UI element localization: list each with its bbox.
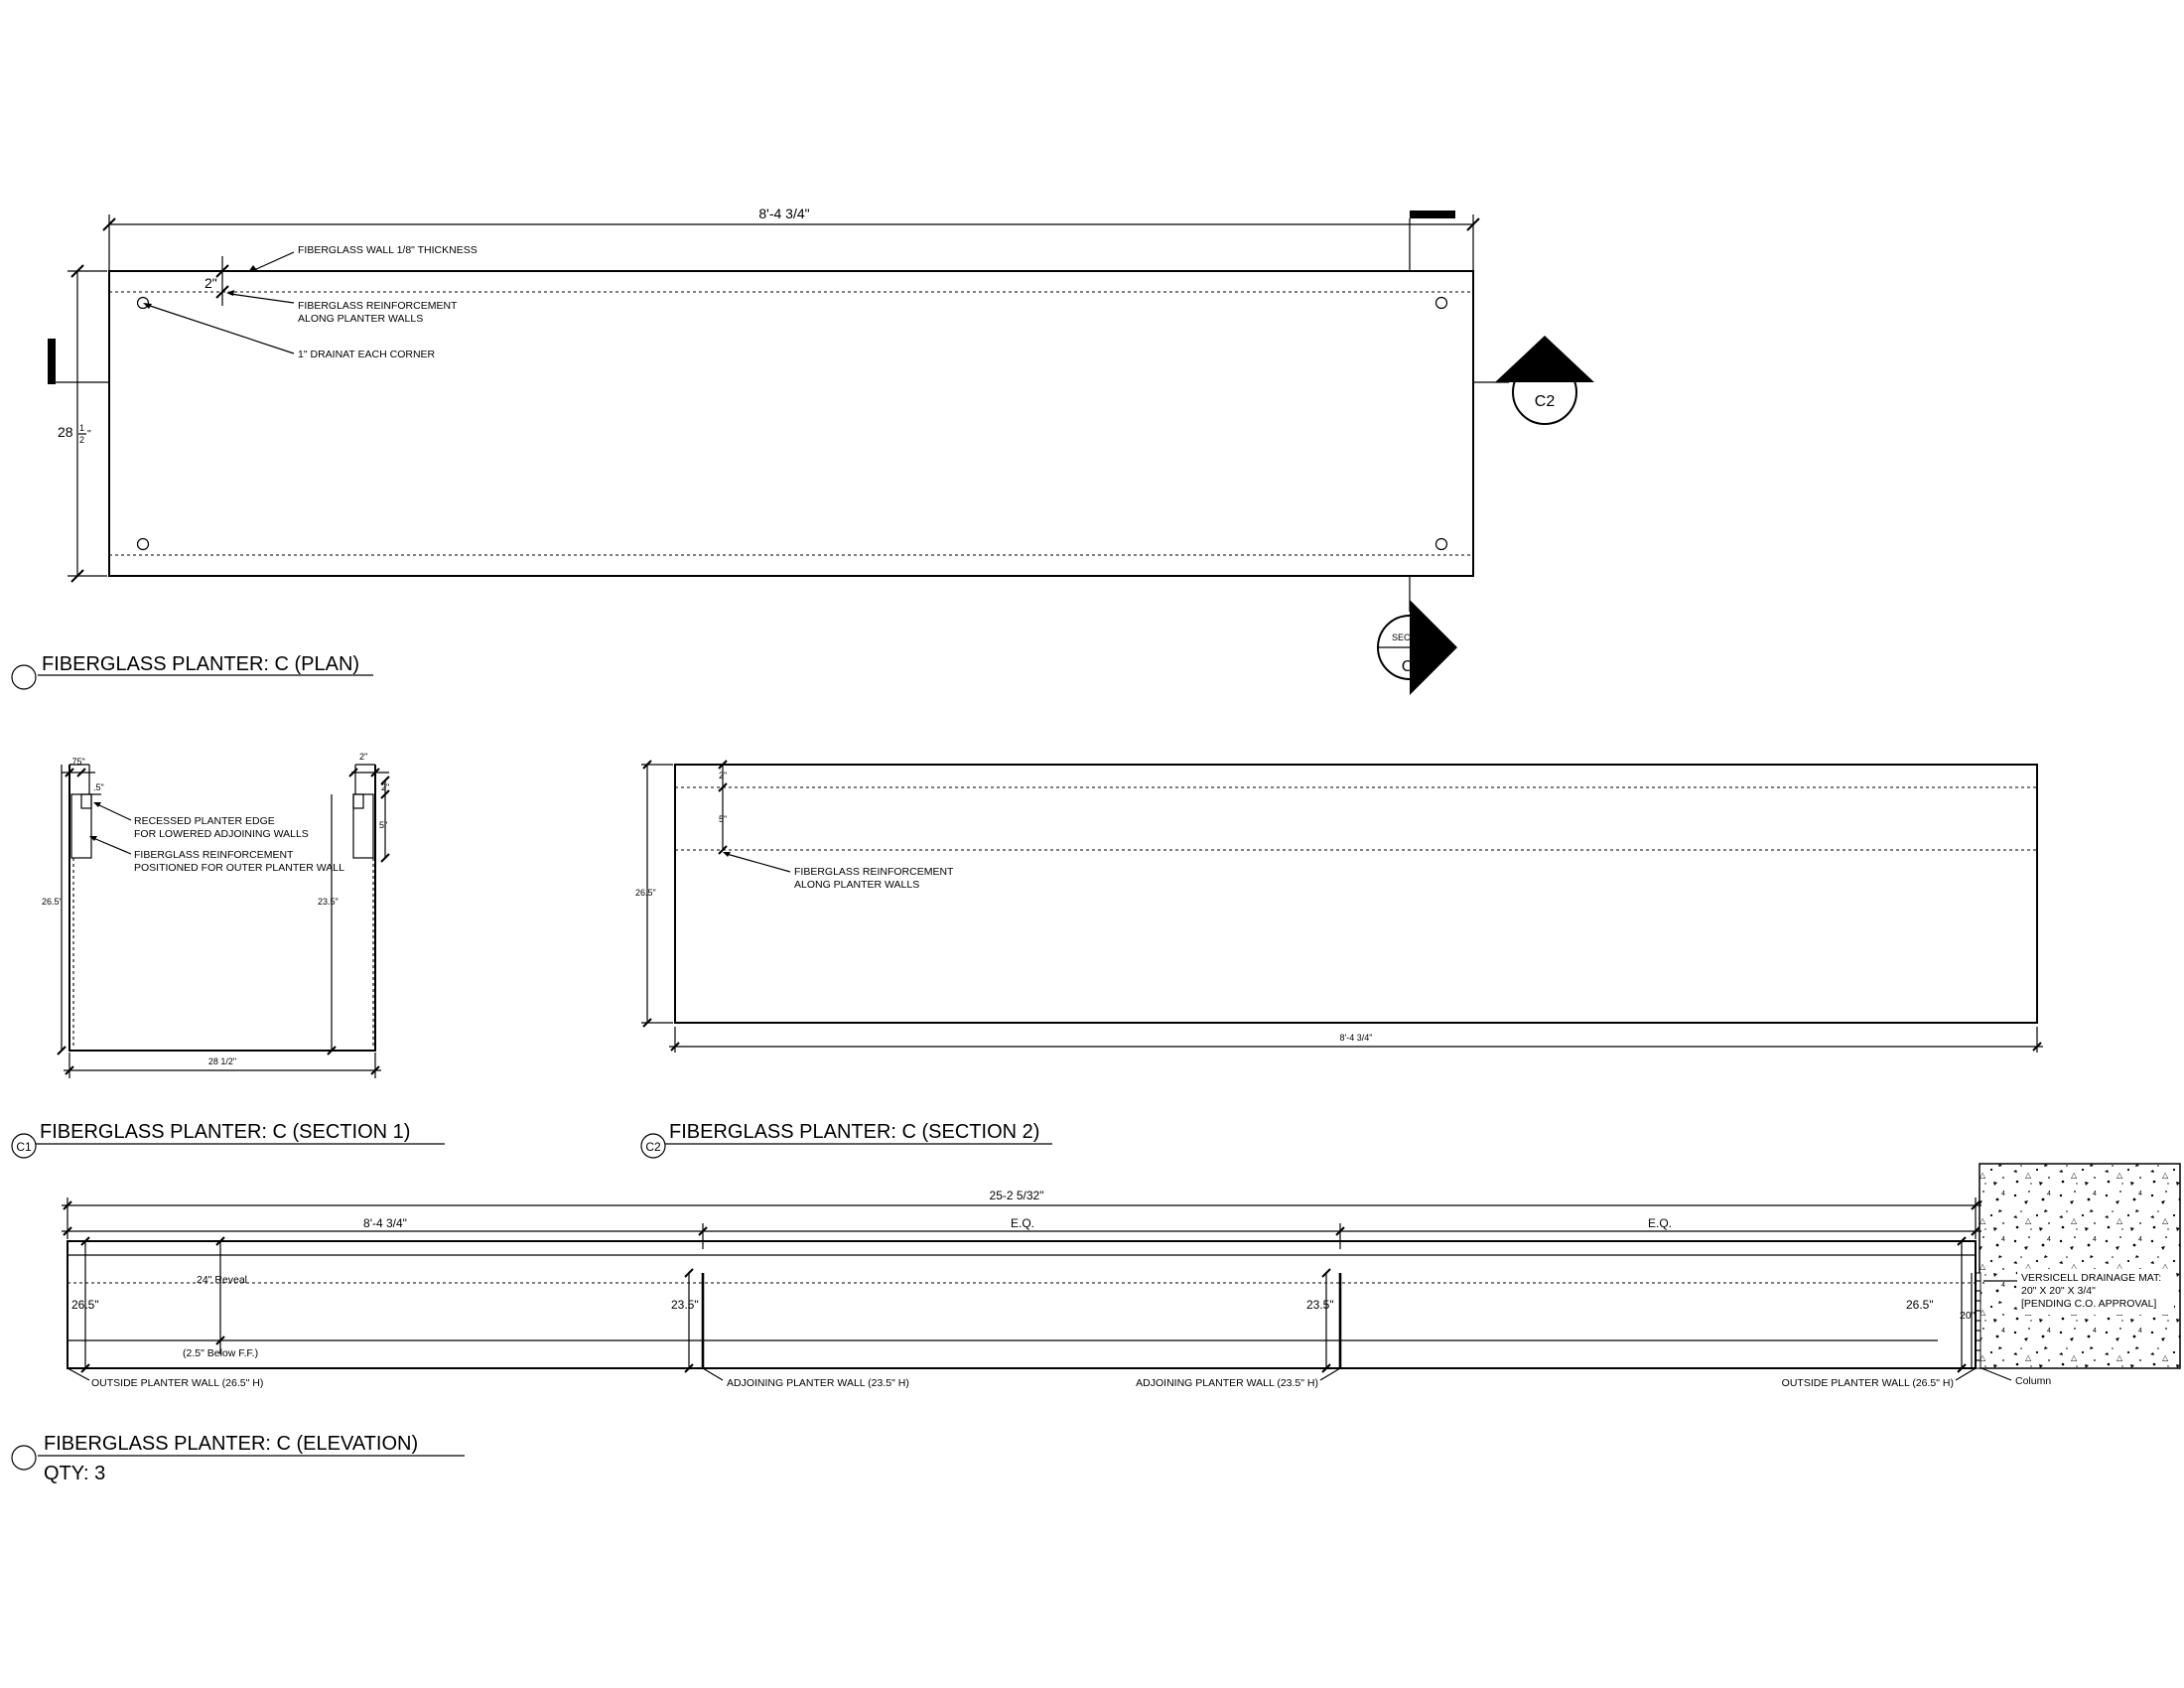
section1-dim-bottom: 28 1/2": [207, 1056, 237, 1066]
plan-view: [12, 206, 1594, 695]
section1-profile: [69, 765, 375, 1051]
section2-note-reinf-1: FIBERGLASS REINFORCEMENT: [794, 866, 954, 878]
section1-title: FIBERGLASS PLANTER: C (SECTION 1): [40, 1121, 411, 1143]
elevation-title: FIBERGLASS PLANTER: C (ELEVATION): [44, 1433, 419, 1455]
section1-title-block: [12, 1121, 445, 1158]
section2-dim-height: 26.5": [635, 888, 656, 898]
elevation-dim-seg1: 8'-4 3/4": [363, 1216, 407, 1230]
elevation-dim-below: (2.5" Below F.F.): [183, 1347, 259, 1359]
label-adjoining-wall-2: ADJOINING PLANTER WALL (23.5" H): [1136, 1377, 1318, 1389]
section1-dim-small: .5": [93, 782, 104, 792]
section2-view: [635, 761, 2043, 1158]
section1-note-reinf-1: FIBERGLASS REINFORCEMENT: [134, 849, 294, 861]
svg-text:1: 1: [79, 423, 85, 433]
elevation-dim-mat: 20": [1960, 1310, 1976, 1322]
elevation-dim-reveal: 24" Reveal: [197, 1274, 248, 1286]
plan-length-label: 8'-4 3/4": [758, 206, 810, 221]
plan-width-label: 28: [58, 424, 73, 440]
section1-note-recess-1: RECESSED PLANTER EDGE: [134, 815, 275, 827]
elevation-dim-seg3: E.Q.: [1647, 1216, 1673, 1230]
drain-hole-br: [1436, 539, 1447, 550]
section1-dim-right-5: 5": [379, 820, 388, 830]
plan-title-block: [12, 653, 373, 689]
elevation-dim-h-right: 26.5": [1906, 1298, 1934, 1312]
elevation-title-block: [12, 1433, 465, 1484]
section1-dim-inner: 23.5": [318, 897, 339, 907]
note-drain: 1" DRAINAT EACH CORNER: [298, 349, 436, 360]
section1-note-recess-2: FOR LOWERED ADJOINING WALLS: [134, 828, 309, 840]
section-c2-tag: C2: [1534, 393, 1556, 410]
section-marker-c2: [1473, 336, 1594, 424]
section2-dim-2: 2": [719, 771, 728, 780]
section1-note-reinf-2: POSITIONED FOR OUTER PLANTER WALL: [134, 862, 344, 874]
cut-line-marker-top: [1410, 211, 1455, 218]
svg-text:2: 2: [79, 435, 85, 445]
section1-dim-top-left: .75": [69, 757, 85, 767]
elevation-planter-run: [68, 1241, 1976, 1368]
drain-hole-tr: [1436, 298, 1447, 309]
elevation-dim-total: 25-2 5/32": [989, 1189, 1044, 1202]
label-adjoining-wall-1: ADJOINING PLANTER WALL (23.5" H): [727, 1377, 909, 1389]
plan-notes: [143, 244, 478, 360]
elevation-dim-seg2: E.Q.: [1010, 1216, 1035, 1230]
section1-dim-top-right: 2": [359, 752, 368, 762]
plan-width-dimension: [56, 265, 107, 582]
elevation-dim-h-mid1: 23.5": [671, 1298, 699, 1312]
section2-tag: C2: [645, 1140, 661, 1154]
section2-dim-length: 8'-4 3/4": [1339, 1033, 1373, 1043]
plan-edge-dimension: [205, 256, 228, 306]
section1-dim-height: 26.5": [42, 897, 63, 907]
note-mat-line1: VERSICELL DRAINAGE MAT:: [2021, 1272, 2162, 1284]
section-marker-c1: [1378, 576, 1457, 695]
section-c2-word: SECTION: [1524, 365, 1566, 375]
column: [1979, 1164, 2180, 1368]
svg-text:": ": [87, 428, 91, 440]
section1-dim-right-2: 2": [381, 782, 390, 792]
note-wall-thickness: FIBERGLASS WALL 1/8" THICKNESS: [298, 244, 478, 256]
label-column: Column: [2015, 1375, 2052, 1387]
section2-dim-5: 5": [719, 814, 728, 824]
note-reinforcement-line2: ALONG PLANTER WALLS: [298, 313, 424, 325]
section1-tag: C1: [16, 1140, 32, 1154]
section2-note-reinf-2: ALONG PLANTER WALLS: [794, 879, 920, 891]
note-mat-line2: 20" X 20" X 3/4": [2021, 1285, 2096, 1297]
note-reinforcement-line1: FIBERGLASS REINFORCEMENT: [298, 300, 458, 312]
drain-hole-bl: [138, 539, 149, 550]
section2-outline: [675, 765, 2037, 1023]
section2-title-block: [641, 1121, 1052, 1158]
section-c1-tag: C1: [1401, 658, 1423, 675]
plan-title: FIBERGLASS PLANTER: C (PLAN): [42, 653, 360, 675]
section1-view: [12, 752, 445, 1158]
elevation-view: [12, 1164, 2180, 1484]
cut-line-marker-left: [48, 339, 56, 384]
elevation-dim-h-mid2: 23.5": [1306, 1298, 1334, 1312]
section2-title: FIBERGLASS PLANTER: C (SECTION 2): [669, 1121, 1040, 1143]
label-outside-wall-right: OUTSIDE PLANTER WALL (26.5" H): [1781, 1377, 1954, 1389]
note-mat-line3: [PENDING C.O. APPROVAL]: [2021, 1298, 2157, 1310]
label-outside-wall-left: OUTSIDE PLANTER WALL (26.5" H): [91, 1377, 264, 1389]
plan-length-dimension: [103, 206, 1479, 270]
section-c1-word: SECTION: [1391, 633, 1433, 642]
elevation-qty: QTY: 3: [44, 1463, 106, 1484]
elevation-dim-h-left: 26.5": [71, 1298, 99, 1312]
plan-edge-label: 2": [205, 275, 217, 291]
